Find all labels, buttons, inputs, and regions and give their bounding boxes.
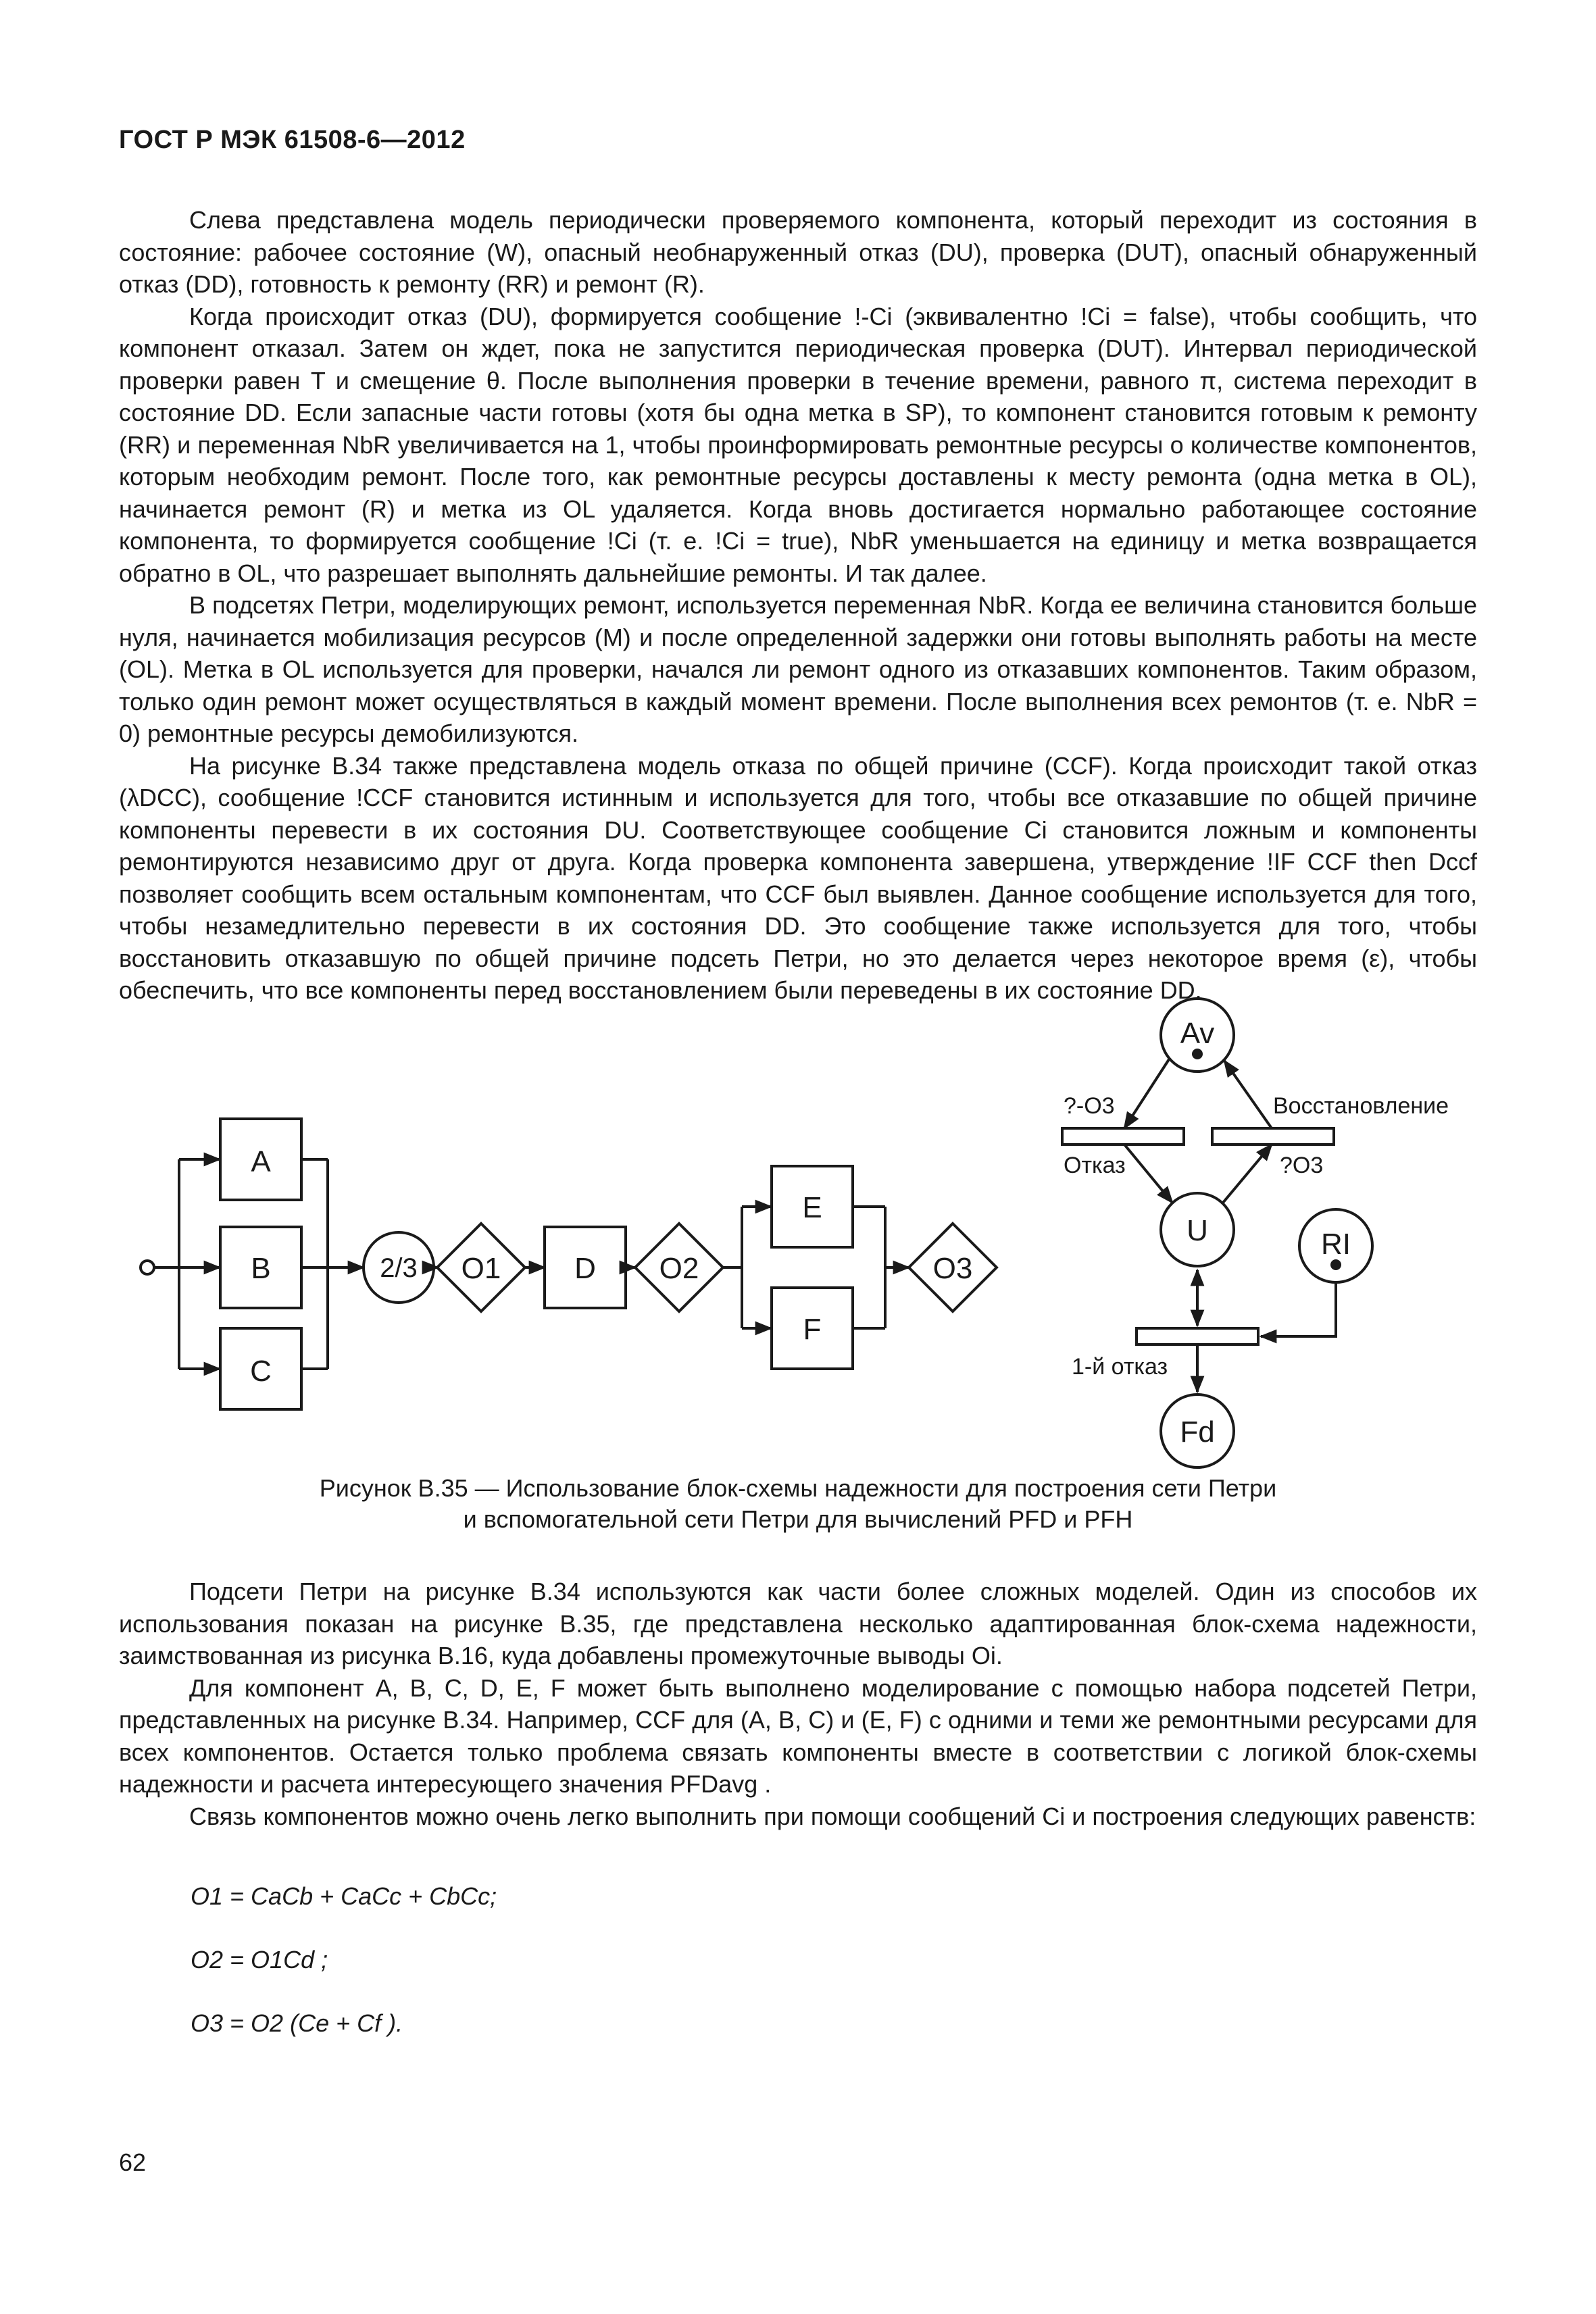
block-f-label: F: [803, 1313, 822, 1346]
vote-label: 2/3: [380, 1253, 418, 1283]
paragraph: Когда происходит отказ (DU), формируется сообщение !-Ci (эквивалентно !Ci = false), чтобы сообщить, что компонент отказал. Затем он ждет, пока не запустится периодическая проверка (DUT). Интервал периодической проверки равен T и смещение θ. После выполнения проверки в течение времени, равного π, система переходит в состояние DD. Если запасные части готовы (хотя бы одна метка в SP), то компонент становится готовым к ремонту (RR) и переменная NbR увеличивается на 1, чтобы проинформировать ремонтные ресурсы о количестве компонентов, которым необходим ремонт. После того, как ремонтные ресурсы доставлены к месту ремонта (одна метка в OL), начинается ремонт (R) и метка из OL удаляется. Когда вновь достигается нормально работающее состояние компонента, то формируется сообщение !Ci (т. е. !Ci = true), NbR уменьшается на единицу и метка возвращается обратно в OL, что разрешает выполнять дальнейшие ремонты. И так далее.: [119, 302, 1477, 587]
document-header: ГОСТ Р МЭК 61508-6—2012: [119, 126, 466, 154]
transition-failure: [1062, 1128, 1184, 1145]
text-block-bottom: [119, 1576, 1477, 1832]
block-b-label: B: [251, 1252, 271, 1285]
place-ri-label: RI: [1321, 1228, 1351, 1261]
block-a-label: A: [251, 1145, 271, 1178]
paragraph: Связь компонентов можно очень легко выполнить при помощи сообщений Ci и построения следующих равенств:: [189, 1802, 1476, 1830]
paragraph: Подсети Петри на рисунке B.34 используются как части более сложных моделей. Один из способов их использования показан на рисунке B.35, где представлена несколько адаптированная блок-схема надежности, заимствованная из рисунка B.16, куда добавлены промежуточные выводы Oi.: [119, 1578, 1477, 1669]
transition-restore: [1212, 1128, 1334, 1145]
formula-o3: O3 = O2 (Ce + Cf ).: [191, 2009, 403, 2037]
formulas: [191, 1882, 497, 2073]
label-first-failure: 1-й отказ: [1072, 1354, 1168, 1380]
paragraph: Для компонент A, B, C, D, E, F может быть выполнено моделирование с помощью набора подсетей Петри, представленных на рисунке B.34. Например, CCF для (A, B, C) и (E, F) с одними и теми же ремонтными ресурсами для всех компонентов. Остается только проблема связать компоненты вместе в соответствии с логикой блок-схемы надежности и расчета интересующего значения PFDavg .: [119, 1674, 1477, 1798]
page-number: 62: [119, 2148, 147, 2176]
o1-label: O1: [461, 1252, 501, 1285]
input-node: [141, 1261, 154, 1274]
place-u-label: U: [1187, 1214, 1208, 1247]
o3-label: O3: [932, 1252, 973, 1285]
paragraph: Слева представлена модель периодически проверяемого компонента, который переходит из состояния в состояние: рабочее состояние (W), опасный необнаруженный отказ (DU), проверка (DUT), опасный обнаруженный отказ (DD), готовность к ремонту (RR) и ремонт (R).: [119, 206, 1477, 298]
paragraph: На рисунке B.34 также представлена модель отказа по общей причине (CCF). Когда происходит такой отказ (λDCC), сообщение !CCF становится истинным и используется для того, чтобы все отказавшие по общей причине компоненты перевести в их состояния DU. Соответствующее сообщение Ci становится ложным и компоненты ремонтируются независимо друг от друга. Когда проверка компонента завершена, утверждение !IF CCF then Dccf позволяет сообщить всем остальным компонентам, что CCF был выявлен. Данное сообщение используется для того, чтобы незамедлительно перевести в их состояния DD. Это сообщение также используется для того, чтобы восстановить отказавшую по общей причине подсеть Петри, но это делается через некоторое время (ε), чтобы обеспечить, что все компоненты перед восстановлением были переведены в их состояние DD.: [119, 751, 1477, 1004]
label-not-o3: ?-O3: [1064, 1093, 1115, 1119]
place-fd-label: Fd: [1180, 1415, 1215, 1449]
label-o3: ?O3: [1280, 1153, 1324, 1178]
label-restore: Восстановление: [1273, 1093, 1449, 1119]
o2-label: O2: [659, 1252, 699, 1285]
paragraph: В подсетях Петри, моделирующих ремонт, используется переменная NbR. Когда ее величина становится больше нуля, начинается мобилизация ресурсов (M) и после определенной задержки они готовы выполнять работы на месте (OL). Метка в OL используется для проверки, начался ли ремонт одного из отказавших компонентов. Таким образом, только один ремонт может осуществляться в каждый момент времени. После выполнения всех ремонтов (т. е. NbR = 0) ремонтные ресурсы демобилизуются.: [119, 591, 1477, 747]
formula-o1: O1 = CaCb + CaCc + CbCc;: [191, 1882, 497, 1910]
figure-caption: [119, 1473, 1477, 1535]
place-av-label: Av: [1180, 1017, 1215, 1050]
block-e-label: E: [802, 1191, 822, 1224]
caption-line: и вспомогательной сети Петри для вычислений PFD и PFH: [463, 1505, 1133, 1533]
block-c-label: C: [250, 1355, 272, 1388]
transition-first-failure: [1137, 1328, 1258, 1344]
label-failure: Отказ: [1064, 1153, 1126, 1178]
block-d-label: D: [574, 1252, 596, 1285]
formula-o2: O2 = O1Cd ;: [191, 1946, 328, 1973]
caption-line: Рисунок B.35 — Использование блок-схемы надежности для построения сети Петри: [319, 1474, 1277, 1502]
